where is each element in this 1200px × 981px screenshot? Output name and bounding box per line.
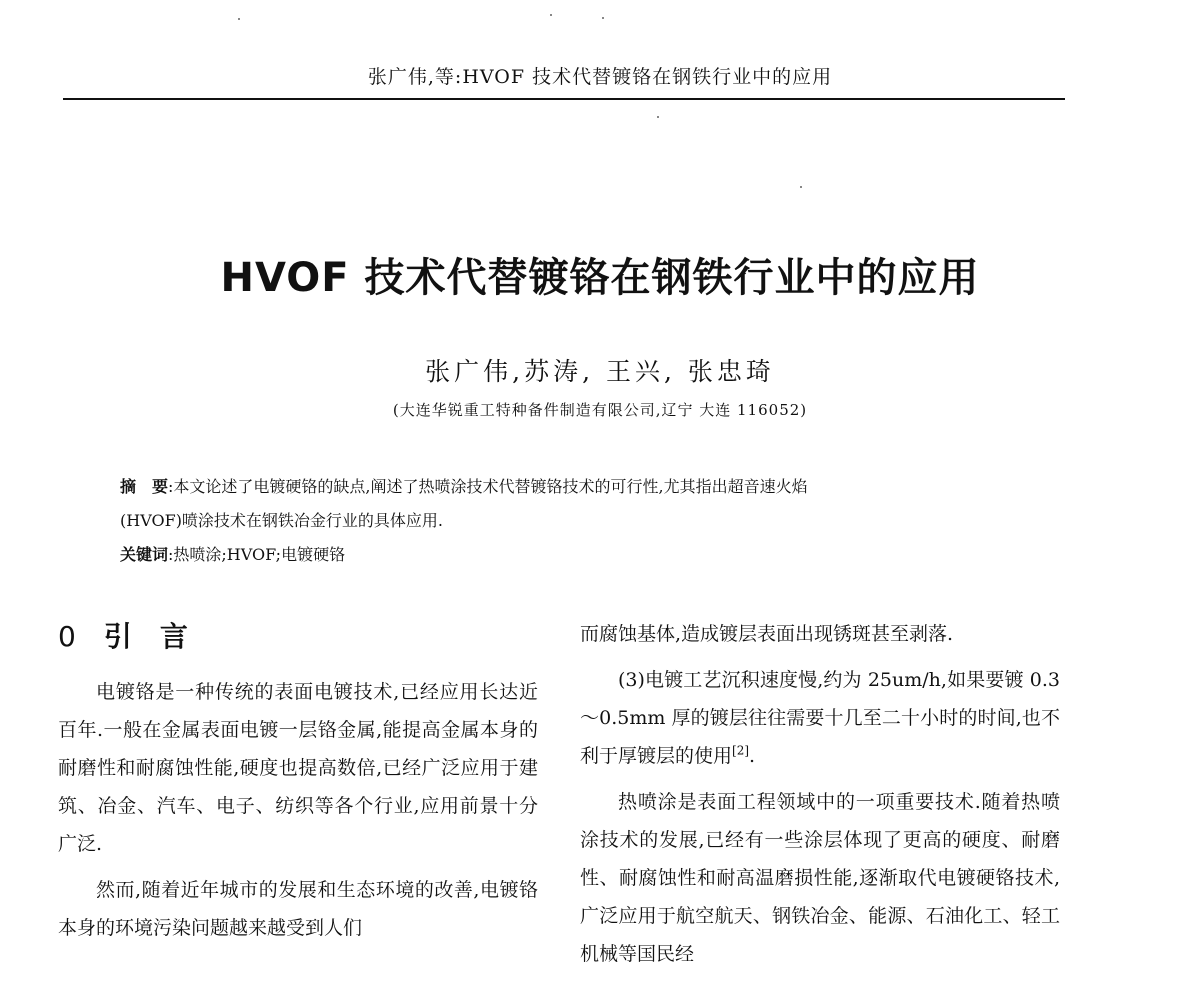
abstract-line-1 <box>120 470 1050 504</box>
citation-ref: [2] <box>732 743 750 758</box>
left-column <box>58 615 538 947</box>
abstract-text-1: :本文论述了电镀硬铬的缺点,阐述了热喷涂技术代替镀铬技术的可行性,尤其指出超音速火焰 <box>168 477 808 496</box>
paragraph-end: . <box>749 745 756 767</box>
abstract-line-2: (HVOF)喷涂技术在钢铁冶金行业的具体应用. <box>120 511 444 530</box>
affiliation: (大连华锐重工特种备件制造有限公司,辽宁 大连 116052) <box>392 401 808 419</box>
running-head: 张广伟,等:HVOF 技术代替镀铬在钢铁行业中的应用 <box>367 66 833 88</box>
scan-speck <box>602 17 604 19</box>
paragraph: 电镀铬是一种传统的表面电镀技术,已经应用长达近百年.一般在金属表面电镀一层铬金属,能提高金属本身的耐磨性和耐腐蚀性能,硬度也提高数倍,已经广泛应用于建筑、冶金、汽车、电子、纺织等各个行业,应用前景十分广泛. <box>58 681 538 855</box>
abstract-label: 摘 要 <box>120 477 169 496</box>
scan-speck <box>550 14 552 16</box>
author-list: 张广伟,苏涛, 王兴, 张忠琦 <box>425 357 775 386</box>
paragraph: 而腐蚀基体,造成镀层表面出现锈斑甚至剥落. <box>580 623 954 645</box>
scan-speck <box>238 18 240 20</box>
header-rule <box>63 98 1065 100</box>
section-title: 引 言 <box>103 620 188 653</box>
right-column <box>580 615 1060 981</box>
paragraph-text: (3)电镀工艺沉积速度慢,约为 25um/h,如果要镀 0.3～0.5mm 厚的镀层往往需要十几至二十小时的时间,也不利于厚镀层的使用 <box>580 669 1060 767</box>
keywords-line <box>120 538 1050 572</box>
section-number: 0 <box>58 620 76 653</box>
section-heading <box>58 615 538 655</box>
paragraph: 然而,随着近年城市的发展和生态环境的改善,电镀铬本身的环境污染问题越来越受到人们 <box>58 879 538 939</box>
paragraph <box>580 661 1060 775</box>
paper-title: HVOF 技术代替镀铬在钢铁行业中的应用 <box>220 255 980 301</box>
keywords-text: :热喷涂;HVOF;电镀硬铬 <box>168 545 346 564</box>
scan-speck <box>800 186 802 188</box>
scan-speck <box>657 116 659 118</box>
keywords-label: 关键词 <box>120 545 169 564</box>
paragraph: 热喷涂是表面工程领域中的一项重要技术.随着热喷涂技术的发展,已经有一些涂层体现了更高的硬度、耐磨性、耐腐蚀性和耐高温磨损性能,逐渐取代电镀硬铬技术,广泛应用于航空航天、钢铁冶金、能源、石油化工、轻工机械等国民经 <box>580 791 1060 965</box>
abstract-block <box>120 470 1050 572</box>
